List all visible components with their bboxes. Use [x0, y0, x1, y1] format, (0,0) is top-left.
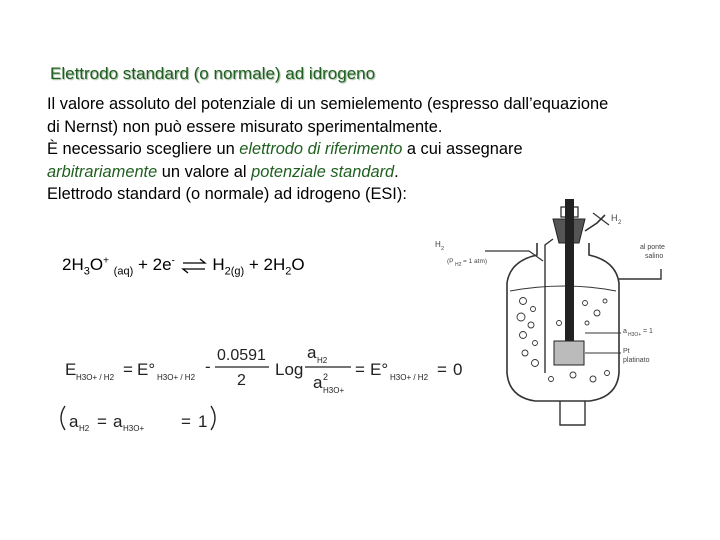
eq-num-sub: H2: [317, 356, 328, 365]
eq-paren-b: a: [113, 412, 123, 431]
standard-potential-term: potenziale standard: [251, 162, 395, 181]
electrode-wire: [565, 199, 574, 359]
eq-num-a: a: [307, 343, 317, 362]
label-activity-rest: = 1: [643, 328, 653, 335]
eq-equals: =: [123, 360, 133, 379]
text-segment: È necessario scegliere un: [47, 140, 240, 159]
platinum-plate: [554, 341, 584, 365]
paragraph-line-4: [47, 161, 697, 184]
label-h2-left: H: [435, 240, 441, 249]
eq-paren-equals-1: =: [97, 412, 107, 431]
text-segment: .: [394, 162, 399, 181]
hydrogen-electrode-diagram: [425, 183, 680, 433]
reaction-water: + 2H: [244, 255, 286, 274]
slide-title: Elettrodo standard (o normale) ad idrogeno: [50, 64, 376, 83]
eq-paren-left: [61, 406, 65, 430]
label-activity-sub: H3O+: [628, 332, 642, 338]
eq-e-lhs-sub: H3O+ / H2: [76, 373, 115, 382]
reaction-h3o: 2H: [62, 255, 84, 274]
eq-equals-3: =: [437, 360, 447, 379]
label-pressure-sub: H2: [455, 262, 462, 268]
label-h2-left-sub: 2: [441, 246, 445, 252]
eq-paren-a: a: [69, 412, 79, 431]
text-segment: a cui assegnare: [402, 140, 523, 159]
eq-e0-sub: H3O+ / H2: [157, 373, 196, 382]
reaction-h2: H: [212, 255, 225, 274]
label-pressure-rest: = 1 atm): [463, 258, 488, 265]
eq-paren-right: [211, 406, 215, 430]
paragraph-line-3: [47, 138, 697, 161]
eq-zero: 0: [453, 360, 463, 379]
reference-electrode-term: elettrodo di riferimento: [239, 140, 403, 159]
label-h2-top: H: [611, 213, 618, 223]
eq-e0b-sub: H3O+ / H2: [390, 373, 429, 382]
label-platinum-2: platinato: [623, 357, 650, 364]
half-reaction: [62, 255, 305, 277]
liquid-surface: [510, 286, 616, 291]
equilibrium-arrow-icon: [180, 258, 208, 274]
reaction-water-sub: 2: [285, 265, 292, 278]
reaction-plus-charge: +: [103, 255, 109, 267]
reaction-h3o-sub: 3: [83, 265, 90, 278]
eq-log: Log: [275, 360, 304, 379]
paragraph-line-1: Il valore assoluto del potenziale di un semielemento (espresso dall’equazione: [47, 95, 609, 113]
siphon-tube: [560, 401, 585, 425]
eq-minus: -: [205, 357, 211, 376]
label-pressure: (P: [447, 258, 454, 265]
eq-paren-a-sub: H2: [79, 424, 90, 433]
eq-e0: E°: [137, 360, 156, 379]
eq-paren-one: 1: [198, 412, 208, 431]
label-h2-top-sub: 2: [618, 220, 622, 226]
eq-den-sub: H3O+: [323, 386, 345, 395]
eq-den-power: 2: [323, 372, 329, 382]
text-segment: un valore al: [157, 162, 252, 181]
paragraph-line-2: di Nernst) non può essere misurato sperimentalmente.: [47, 117, 443, 136]
eq-den-a: a: [313, 373, 323, 392]
flask-outline: [507, 243, 619, 401]
arbitrarily-term: arbitrariamente: [47, 162, 158, 181]
nernst-equation: [55, 330, 475, 440]
label-bridge-1: al ponte: [640, 244, 665, 251]
gas-outlet-tube: [585, 215, 605, 231]
eq-equals-2: =: [355, 360, 365, 379]
reaction-h2-sub: 2(g): [224, 265, 245, 278]
reaction-electrons: + 2e: [133, 255, 172, 274]
eq-e0b: E°: [370, 360, 389, 379]
eq-denominator-two: 2: [237, 372, 246, 389]
eq-paren-equals-2: =: [181, 412, 191, 431]
gas-bubbles: [517, 298, 610, 383]
hydrogen-inlet-tube: [545, 239, 553, 373]
reaction-aq: (aq): [113, 265, 134, 278]
eq-coefficient: 0.0591: [217, 347, 266, 364]
label-activity: a: [623, 328, 627, 335]
reaction-minus-charge: -: [171, 255, 175, 267]
paragraph-line-5: Elettrodo standard (o normale) ad idrogeno (ESI):: [47, 185, 407, 204]
eq-paren-b-sub: H3O+: [123, 424, 145, 433]
reaction-o: O: [89, 255, 104, 274]
eq-e-lhs: E: [65, 360, 77, 379]
salt-bridge-connector: [619, 269, 661, 279]
reaction-o2: O: [291, 255, 305, 274]
label-platinum-1: Pt: [623, 348, 630, 355]
label-bridge-2: salino: [645, 253, 664, 260]
